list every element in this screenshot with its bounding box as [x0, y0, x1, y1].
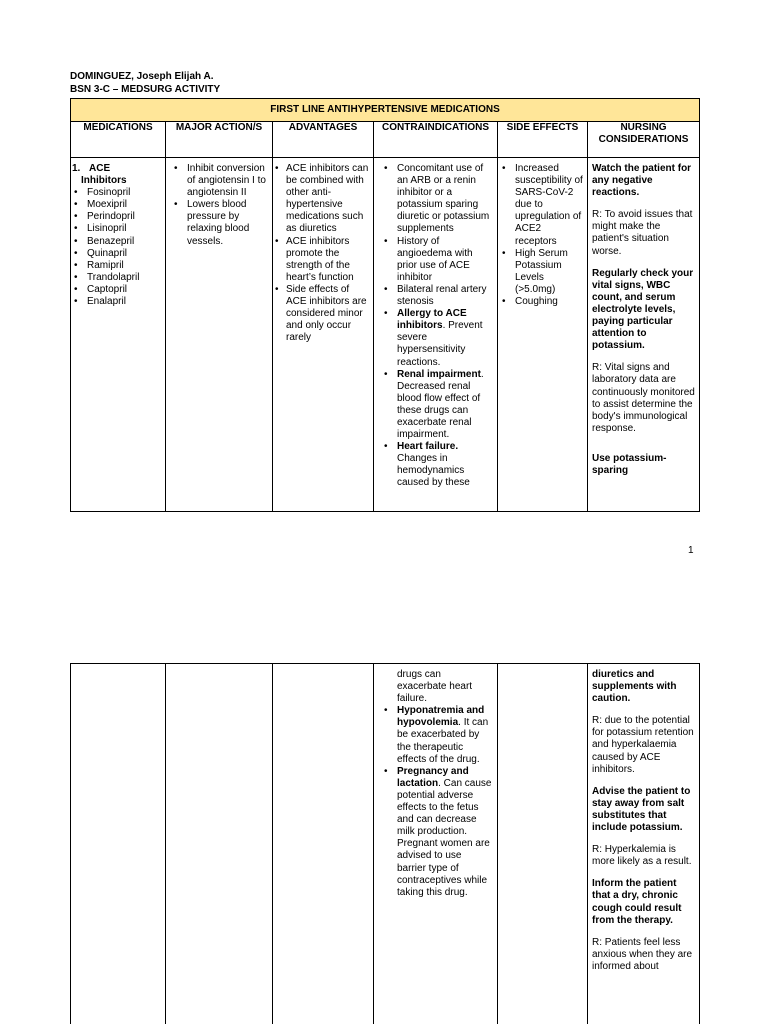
list-item: [380, 163, 493, 236]
contraindications-cell: [374, 158, 498, 512]
list-item: • ACE inhibitors promote the strength of the heart’s function: [275, 236, 369, 284]
list-item: • Enalapril: [70, 296, 161, 308]
list-item: • Ramipril: [70, 260, 161, 272]
list-item: • ACE inhibitors can be combined with other anti-hypertensive medications such as diuretics: [275, 163, 369, 236]
page-number: 1: [688, 545, 694, 556]
drug-class-line1: ACE: [89, 163, 111, 174]
medications-table: [70, 98, 700, 512]
list-item: • Trandolapril: [70, 272, 161, 284]
list-item: • Fosinopril: [70, 187, 161, 199]
nursing-consideration: diuretics and supplements with caution.: [592, 669, 677, 705]
rationale: R: Hyperkalemia is more likely as a result.: [592, 844, 692, 868]
nursing-considerations-cell: [588, 664, 700, 1024]
advantages-cell: [273, 664, 374, 1024]
drug-class-heading: [72, 163, 161, 187]
list-item: [380, 705, 493, 765]
header-contraindications: CONTRAINDICATIONS: [374, 122, 498, 158]
contraindication-heading: Renal impairment: [397, 368, 481, 380]
major-actions-cell: [166, 158, 273, 512]
document-header: [70, 70, 220, 96]
contraindication-text: . It can be exacerbated by the therapeutic effects of the drug.: [397, 717, 489, 765]
list-item: [380, 236, 493, 284]
list-item: • Side effects of ACE inhibitors are considered minor and only occur rarely: [275, 284, 369, 344]
contraindication-heading: Pregnancy and lactation: [397, 765, 469, 789]
list-item: • Benazepril: [70, 236, 161, 248]
list-item: [380, 441, 493, 489]
nursing-consideration: Inform the patient that a dry, chronic cough could result from the therapy.: [592, 878, 682, 926]
contraindication-heading: Allergy to ACE inhibitors: [397, 308, 467, 332]
table-row: [71, 664, 700, 1024]
nursing-consideration: Watch the patient for any negative reactions.: [592, 163, 692, 199]
author-name: DOMINGUEZ, Joseph Elijah A.: [70, 71, 214, 82]
item-number: 1.: [72, 163, 81, 174]
list-item: • High Serum Potassium Levels (>5.0mg): [498, 248, 583, 296]
list-item: [380, 766, 493, 899]
rationale: R: Vital signs and laboratory data are continuously monitored to assist determine the body's immunological response.: [592, 362, 695, 434]
nursing-consideration: Regularly check your vital signs, WBC count, and serum electrolyte levels, paying particular attention to potassium.: [592, 267, 694, 352]
rationale: R: To avoid issues that might make the patient's situation worse.: [592, 209, 693, 257]
list-item: • Quinapril: [70, 248, 161, 260]
side-effects-cell: [498, 158, 588, 512]
list-item: [380, 369, 493, 442]
nursing-considerations-cell: [588, 158, 700, 512]
major-actions-cell: [166, 664, 273, 1024]
contraindication-text: . Decreased renal blood flow effect of these drugs can exacerbate renal impairment.: [397, 368, 484, 441]
contraindications-list: [380, 705, 493, 899]
contraindication-text: Bilateral renal artery stenosis: [397, 283, 487, 308]
contraindication-text: . Can cause potential adverse effects to the fetus and can decrease milk production. Pregnant women are advised to use barrier type of contraceptives while taking this drug.: [397, 777, 492, 898]
header-medications: MEDICATIONS: [71, 122, 166, 158]
major-actions-list: [170, 163, 268, 248]
list-item: • Inhibit conversion of angiotensin I to angiotensin II: [170, 163, 268, 199]
advantages-cell: [273, 158, 374, 512]
table-header-row: [71, 122, 700, 158]
list-item: • Increased susceptibility of SARS-CoV-2 due to upregulation of ACE2 receptors: [498, 163, 583, 248]
nursing-consideration: Use potassium-sparing: [592, 452, 667, 476]
table-row: [71, 158, 700, 512]
medications-table-continued: [70, 663, 700, 1024]
contraindication-continued: drugs can exacerbate heart failure.: [397, 669, 473, 705]
header-side-effects: SIDE EFFECTS: [498, 122, 588, 158]
contraindication-text: Concomitant use of an ARB or a renin inhibitor or a potassium sparing diuretic or potassium supplements: [397, 163, 490, 235]
medications-cell: [71, 158, 166, 512]
list-item: [380, 308, 493, 368]
contraindication-heading: Hyponatremia and hypovolemia: [397, 705, 485, 729]
advantages-list: [275, 163, 369, 344]
table-title: FIRST LINE ANTIHYPERTENSIVE MEDICATIONS: [71, 99, 700, 122]
list-item: • Perindopril: [70, 211, 161, 223]
side-effects-list: [498, 163, 583, 308]
side-effects-cell: [498, 664, 588, 1024]
nursing-consideration: Advise the patient to stay away from salt substitutes that include potassium.: [592, 785, 691, 834]
drug-class-line2: Inhibitors: [81, 175, 127, 187]
list-item: • Captopril: [70, 284, 161, 296]
list-item: [380, 284, 493, 308]
contraindication-text: History of angioedema with prior use of ACE inhibitor: [397, 235, 473, 283]
contraindication-heading: Heart failure.: [397, 441, 459, 453]
list-item: • Moexipril: [70, 199, 161, 211]
list-item: • Coughing: [498, 296, 583, 308]
drug-list: [70, 187, 161, 308]
rationale: R: due to the potential for potassium retention and hyperkalaemia caused by ACE inhibitors.: [592, 715, 694, 775]
rationale: R: Patients feel less anxious when they are informed about: [592, 936, 693, 972]
contraindication-text: . Prevent severe hypersensitivity reactions.: [397, 320, 483, 368]
list-item: • Lisinopril: [70, 223, 161, 235]
contraindication-text: Changes in hemodynamics caused by these: [397, 453, 470, 489]
header-advantages: ADVANTAGES: [273, 122, 374, 158]
header-major-actions: MAJOR ACTION/S: [166, 122, 273, 158]
contraindications-cell: [374, 664, 498, 1024]
header-nursing-considerations: NURSING CONSIDERATIONS: [588, 122, 700, 158]
course-label: BSN 3-C – MEDSURG ACTIVITY: [70, 84, 221, 95]
list-item: • Lowers blood pressure by relaxing blood vessels.: [170, 199, 268, 247]
medications-cell: [71, 664, 166, 1024]
contraindications-list: [380, 163, 493, 490]
